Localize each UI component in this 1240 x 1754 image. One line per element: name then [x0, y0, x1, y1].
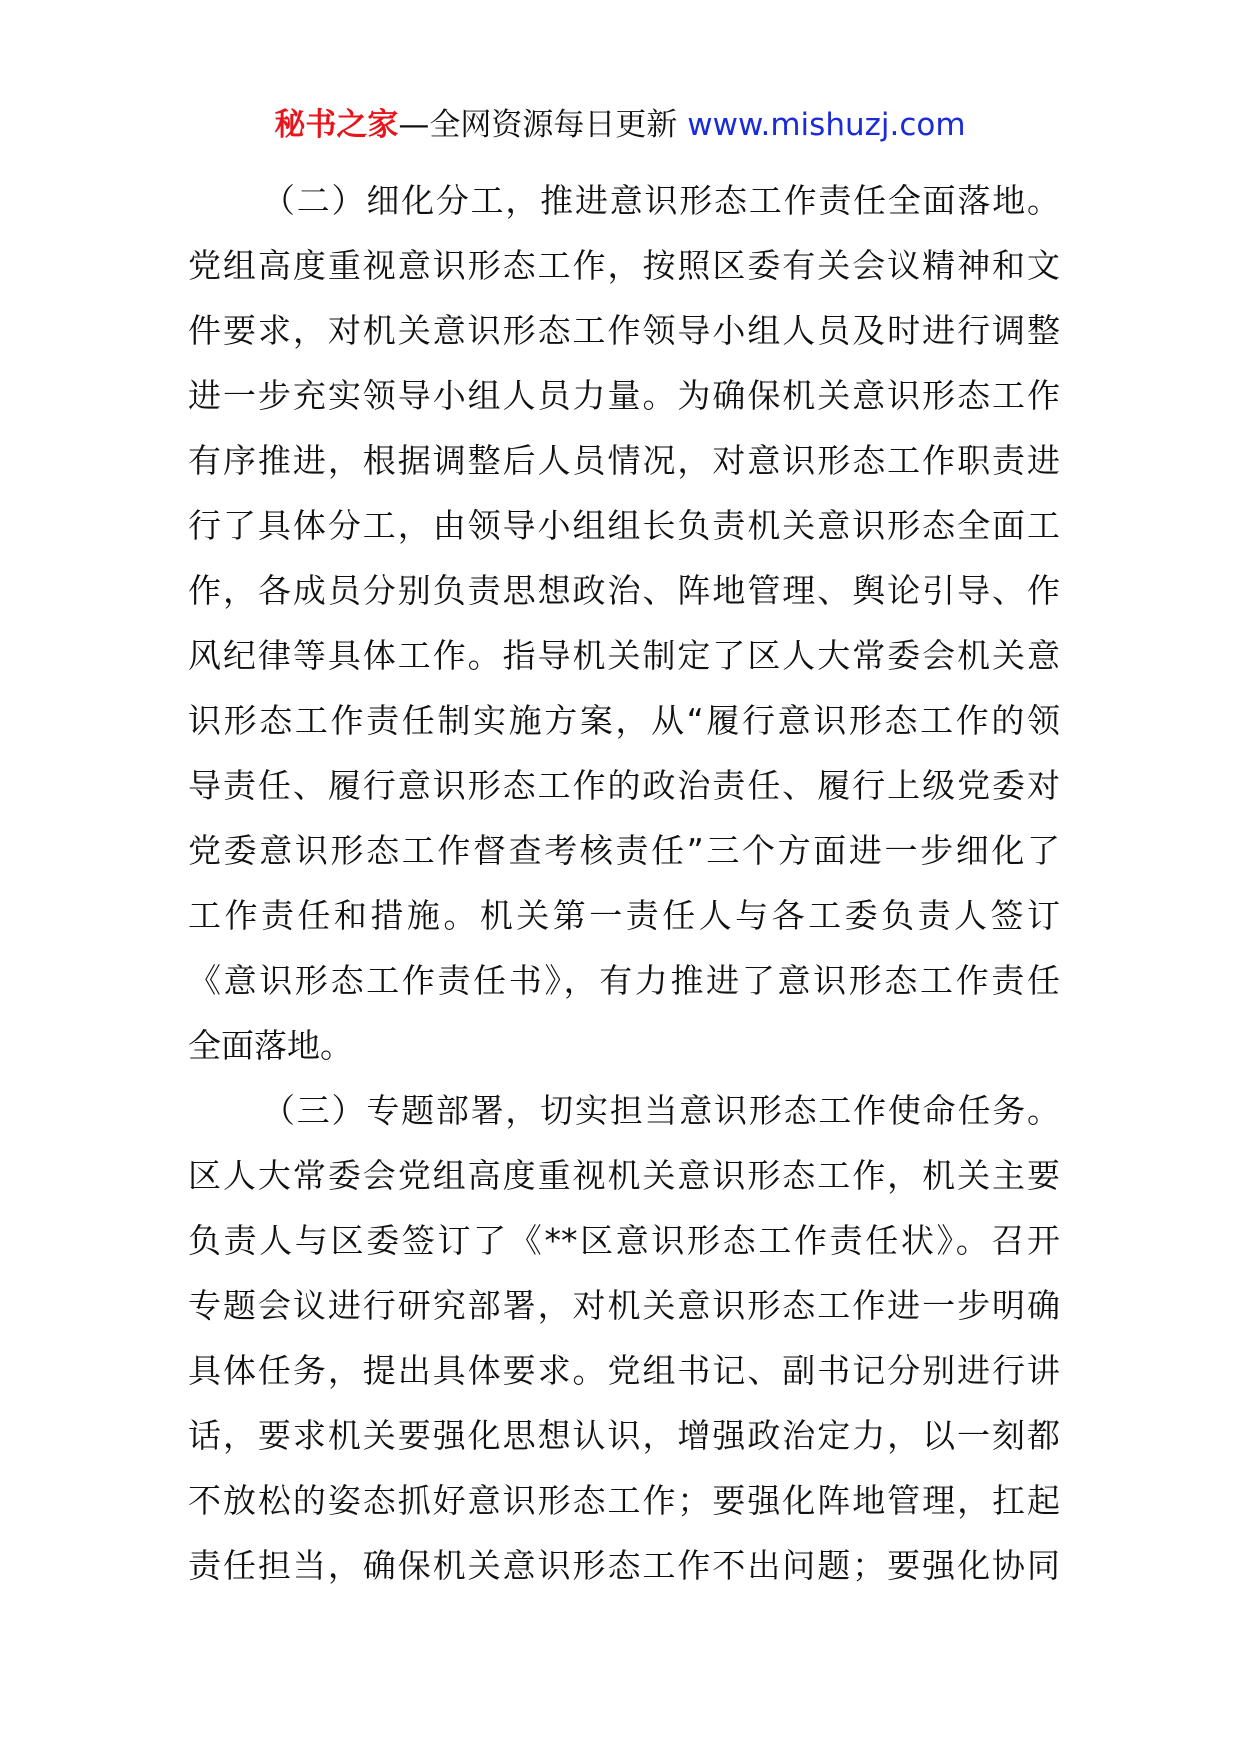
text-line: 进一步充实领导小组人员力量。为确保机关意识形态工作: [188, 376, 1060, 415]
text-line: 风纪律等具体工作。指导机关制定了区人大常委会机关意: [188, 636, 1060, 675]
text-line: 不放松的姿态抓好意识形态工作；要强化阵地管理，扛起: [188, 1481, 1060, 1520]
section-heading-2: （二）细化分工，推进意识形态工作责任全面落地。: [262, 181, 1060, 220]
text-line: 具体任务，提出具体要求。党组书记、副书记分别进行讲: [188, 1351, 1060, 1390]
text-line: 全面落地。: [188, 1026, 353, 1065]
text-line: 件要求，对机关意识形态工作领导小组人员及时进行调整: [188, 311, 1060, 350]
text-line: 党委意识形态工作督查考核责任”三个方面进一步细化了: [188, 831, 1060, 870]
section-heading-3: （三）专题部署，切实担当意识形态工作使命任务。: [262, 1091, 1060, 1130]
text-line: 导责任、履行意识形态工作的政治责任、履行上级党委对: [188, 766, 1060, 805]
text-line: 党组高度重视意识形态工作，按照区委有关会议精神和文: [188, 246, 1060, 285]
text-line: 区人大常委会党组高度重视机关意识形态工作，机关主要: [188, 1156, 1060, 1195]
text-line: 行了具体分工，由领导小组组长负责机关意识形态全面工: [188, 506, 1060, 545]
text-line: 责任担当，确保机关意识形态工作不出问题；要强化协同: [188, 1546, 1060, 1585]
site-url-link[interactable]: www.mishuzj.com: [687, 107, 966, 143]
text-line: 识形态工作责任制实施方案，从“履行意识形态工作的领: [188, 701, 1060, 740]
document-body: [188, 168, 1060, 1598]
site-header: [0, 100, 1240, 150]
site-brand: 秘书之家: [274, 107, 399, 143]
text-line: 作，各成员分别负责思想政治、阵地管理、舆论引导、作: [188, 571, 1060, 610]
text-line: 负责人与区委签订了《**区意识形态工作责任状》。召开: [188, 1221, 1060, 1260]
text-line: 《意识形态工作责任书》，有力推进了意识形态工作责任: [188, 961, 1060, 1000]
text-line: 工作责任和措施。机关第一责任人与各工委负责人签订: [188, 896, 1060, 935]
text-line: 专题会议进行研究部署，对机关意识形态工作进一步明确: [188, 1286, 1060, 1325]
text-line: 话，要求机关要强化思想认识，增强政治定力，以一刻都: [188, 1416, 1060, 1455]
text-line: 有序推进，根据调整后人员情况，对意识形态工作职责进: [188, 441, 1060, 480]
site-tagline: —全网资源每日更新: [398, 107, 688, 143]
